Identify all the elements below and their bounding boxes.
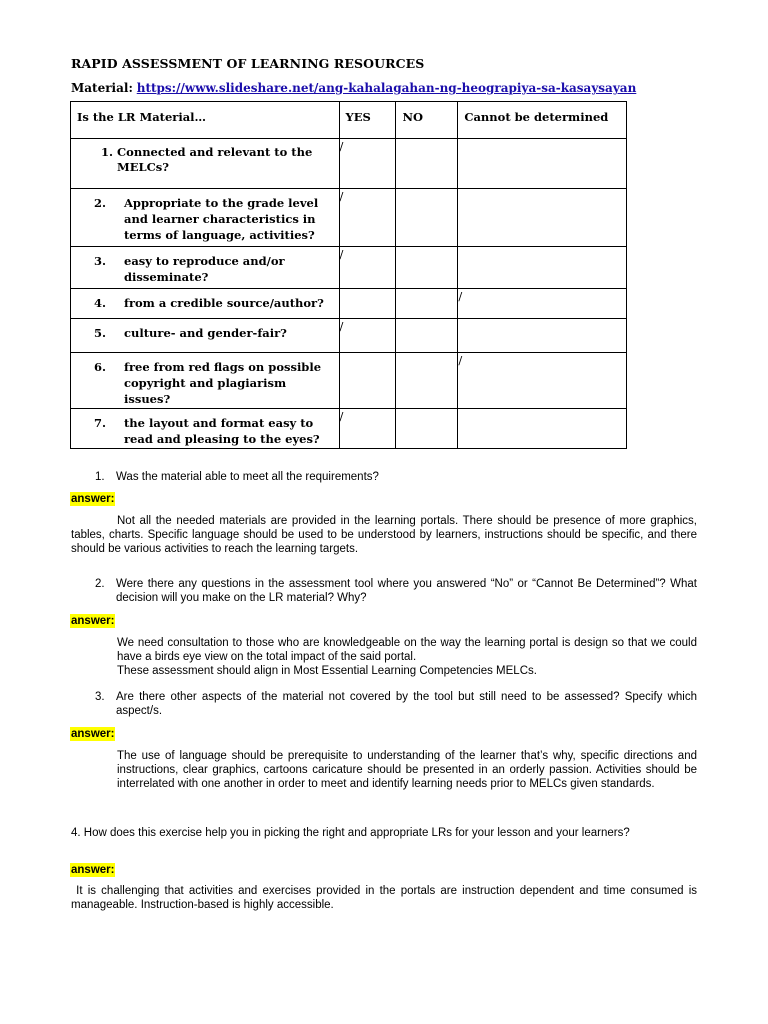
no-mark bbox=[396, 409, 458, 449]
cbd-mark bbox=[458, 189, 627, 247]
criterion-number: 7. bbox=[94, 416, 107, 430]
material-label: Material: bbox=[71, 81, 133, 95]
header-criteria: Is the LR Material… bbox=[71, 102, 340, 139]
yes-mark bbox=[339, 289, 396, 319]
criterion-cell bbox=[71, 409, 339, 447]
criterion-number: 5. bbox=[94, 326, 107, 340]
answer-2-line: We need consultation to those who are knowledgeable on the way the learning portal is design so that we could have a birds eye view on the total impact of the said portal. bbox=[117, 637, 697, 663]
criterion-text: Appropriate to the grade level and learner characteristics in terms of language, activities? bbox=[124, 196, 319, 242]
criterion-text: free from red flags on possible copyright and plagiarism issues? bbox=[124, 360, 322, 406]
no-mark bbox=[396, 247, 458, 289]
cbd-mark bbox=[458, 139, 627, 189]
question-text: Are there other aspects of the material not covered by the tool but still need to be assessed? Specify which aspect/s. bbox=[116, 691, 697, 717]
no-mark bbox=[396, 289, 458, 319]
cbd-mark bbox=[458, 247, 627, 289]
criterion-text: easy to reproduce and/or disseminate? bbox=[124, 254, 285, 284]
question-text: Was the material able to meet all the requirements? bbox=[116, 471, 379, 483]
criterion-number: 1. bbox=[101, 145, 114, 159]
cbd-mark: / bbox=[458, 353, 627, 409]
answer-label: answer: bbox=[71, 615, 115, 627]
criterion-number: 4. bbox=[94, 296, 107, 310]
criterion-cell bbox=[71, 189, 339, 243]
no-mark bbox=[396, 319, 458, 353]
answer-label: answer: bbox=[71, 728, 115, 740]
no-mark bbox=[396, 139, 458, 189]
yes-mark: / bbox=[339, 139, 396, 189]
header-no: NO bbox=[396, 102, 458, 139]
criterion-number: 2. bbox=[94, 196, 107, 210]
criterion-number: 6. bbox=[94, 360, 107, 374]
answer-label: answer: bbox=[71, 864, 115, 876]
table-row bbox=[71, 319, 627, 353]
table-header-row bbox=[71, 102, 627, 139]
yes-mark: / bbox=[339, 189, 396, 247]
answer-2-line: These assessment should align in Most Essential Learning Competencies MELCs. bbox=[117, 664, 537, 677]
criterion-number: 3. bbox=[94, 254, 107, 268]
no-mark bbox=[396, 353, 458, 409]
header-cannot-be-determined: Cannot be determined bbox=[458, 102, 627, 139]
criterion-text: Connected and relevant to the MELCs? bbox=[117, 145, 313, 174]
question-number: 3. bbox=[95, 691, 105, 703]
criterion-cell bbox=[71, 247, 339, 285]
question-4 bbox=[71, 827, 697, 841]
criterion-text: the layout and format easy to read and pleasing to the eyes? bbox=[124, 416, 320, 446]
cbd-mark: / bbox=[458, 289, 627, 319]
question-text: Were there any questions in the assessment tool where you answered “No” or “Cannot Be Determined”? What decision will you make on the LR material? Why? bbox=[116, 578, 697, 604]
criterion-text: culture- and gender-fair? bbox=[124, 326, 287, 340]
question-number: 4. bbox=[71, 827, 81, 839]
no-mark bbox=[396, 189, 458, 247]
material-line bbox=[71, 81, 636, 95]
question-text: How does this exercise help you in picking the right and appropriate LRs for your lesson and your learners? bbox=[83, 827, 630, 839]
question-number: 2. bbox=[95, 578, 105, 590]
table-row bbox=[71, 289, 627, 319]
table-row bbox=[71, 409, 627, 449]
yes-mark: / bbox=[339, 409, 396, 449]
document-title: RAPID ASSESSMENT OF LEARNING RESOURCES bbox=[71, 56, 425, 71]
yes-mark bbox=[339, 353, 396, 409]
yes-mark: / bbox=[339, 247, 396, 289]
question-1 bbox=[95, 471, 695, 485]
question-2 bbox=[95, 578, 697, 605]
answer-4-text: It is challenging that activities and exercises provided in the portals are instruction dependent and time consumed is manageable. Instruction-based is highly accessible. bbox=[71, 885, 701, 911]
yes-mark: / bbox=[339, 319, 396, 353]
answer-1-text: Not all the needed materials are provided in the learning portals. There should be presence of more graphics, tables, charts. Specific language should be used to be understood by learners, instructions should be specific, and there should be various activities to reach the learning targets. bbox=[71, 515, 697, 555]
question-number: 1. bbox=[95, 471, 105, 483]
criterion-text: from a credible source/author? bbox=[124, 296, 324, 310]
criterion-cell bbox=[71, 139, 339, 175]
header-yes: YES bbox=[339, 102, 396, 139]
table-row bbox=[71, 139, 627, 189]
table-row bbox=[71, 189, 627, 247]
criterion-cell bbox=[71, 353, 339, 407]
question-3 bbox=[95, 691, 697, 718]
assessment-table bbox=[70, 101, 627, 449]
criterion-cell bbox=[71, 289, 339, 311]
answer-3-text: The use of language should be prerequisite to understanding of the learner that’s why, specific directions and instructions, clear graphics, cartoons caricature should be presented in an orderly passion. Activities should be interrelated with one another in order to meet and identify learning needs prior to MELCs given standards. bbox=[117, 750, 697, 790]
cbd-mark bbox=[458, 409, 627, 449]
answer-2-text bbox=[117, 637, 697, 678]
table-row bbox=[71, 247, 627, 289]
table-row bbox=[71, 353, 627, 409]
answer-label: answer: bbox=[71, 493, 115, 505]
material-url-link[interactable]: https://www.slideshare.net/ang-kahalagahan-ng-heograpiya-sa-kasaysayan bbox=[136, 81, 637, 95]
criterion-cell bbox=[71, 319, 339, 341]
cbd-mark bbox=[458, 319, 627, 353]
